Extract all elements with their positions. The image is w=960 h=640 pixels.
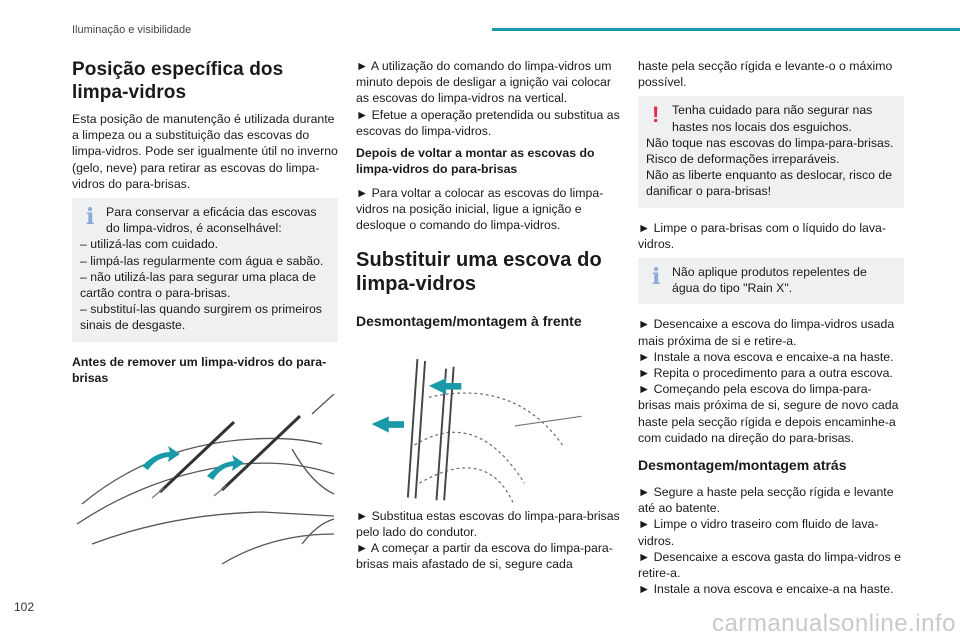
- info-note-rainx: [638, 258, 904, 304]
- warning-icon: !: [652, 102, 660, 128]
- subheading-before-removal: Antes de remover um limpa-vidros do para-brisas: [72, 354, 327, 385]
- heading-rear: Desmontagem/montagem atrás: [638, 457, 847, 474]
- list-item: – substituí-las quando surgirem os primeiros sinais de desgaste.: [80, 302, 322, 333]
- list-item: ► Efetue a operação pretendida ou substitua as escovas do limpa-vidros.: [356, 107, 620, 138]
- list-item: ► Substitua estas escovas do limpa-para-brisas pelo lado do condutor.: [356, 508, 620, 539]
- list-item: ► Desencaixe a escova do limpa-vidros usada mais próxima de si e retire-a.: [638, 317, 895, 348]
- warning-note-text: Tenha cuidado para não segurar nas hastes nos locais dos esguichos.: [672, 103, 873, 134]
- watermark: carmanualsonline.info: [712, 610, 956, 637]
- list-item: ► Começando pela escova do limpa-para-brisas mais próxima de si, segure de novo cada haste pela secção rígida e depois encaminhe-a com cuidado na direção do para-brisas.: [638, 382, 899, 445]
- list-item: ► Repita o procedimento para a outra escova.: [638, 366, 893, 381]
- page-number: 102: [14, 600, 35, 614]
- header-accent-bar: [492, 28, 960, 31]
- info-icon: i: [652, 264, 661, 291]
- wiper-lift-illustration: [356, 340, 622, 508]
- continued-text: haste pela secção rígida e levante-o o máximo possível.: [638, 59, 893, 90]
- info-note-text: Para conservar a eficácia das escovas do limpa-vidros, é aconselhável:: [106, 205, 317, 236]
- info-note: [72, 198, 338, 342]
- list-item: ► Desencaixe a escova gasta do limpa-vidros e retire-a.: [638, 549, 902, 581]
- list-item: ► Instale a nova escova e encaixe-a na haste.: [638, 349, 894, 364]
- warning-line: Não toque nas escovas do limpa-para-brisas.: [646, 135, 894, 150]
- heading-front: Desmontagem/montagem à frente: [356, 312, 582, 329]
- list-item: ► Limpe o para-brisas com o líquido do lava-vidros.: [638, 220, 886, 251]
- list-item: ► Limpe o vidro traseiro com fluido de lava-vidros.: [638, 517, 879, 548]
- list-item: ► Instale a nova escova e encaixe-a na haste.: [638, 582, 894, 597]
- warning-note: [638, 96, 904, 207]
- column-1: [72, 58, 338, 570]
- subheading-after-refit: Depois de voltar a montar as escovas do limpa-vidros do para-brisas: [356, 146, 595, 177]
- list-item: ► Segure a haste pela secção rígida e levante até ao batente.: [638, 485, 894, 516]
- warning-line: Risco de deformações irreparáveis.: [646, 152, 840, 167]
- intro-paragraph: Esta posição de manutenção é utilizada durante a limpeza ou a substituição das escovas do limpa-vidros. Pode ser igualmente útil no inverno (gelo, neve) para retirar as escovas do limpa-vidros do para-brisas.: [72, 112, 338, 191]
- column-3: [638, 58, 904, 597]
- windscreen-wipers-illustration: [72, 394, 338, 570]
- list-item: – não utilizá-las para segurar uma placa de cartão contra o para-brisas.: [80, 269, 316, 301]
- section-title: Iluminação e visibilidade: [72, 24, 192, 36]
- info-note-text: Não aplique produtos repelentes de água do tipo "Rain X".: [672, 265, 867, 296]
- list-item: – limpá-las regularmente com água e sabão.: [80, 253, 324, 268]
- title-replace-blade: Substituir uma escova do limpa-vidros: [356, 248, 602, 295]
- warning-line: Não as liberte enquanto as deslocar, risco de danificar o para-brisas!: [646, 168, 893, 199]
- list-item: ► A utilização do comando do limpa-vidros um minuto depois de desligar a ignição vai colocar as escovas do limpa-vidros na vertical.: [356, 59, 612, 106]
- list-item: ► Para voltar a colocar as escovas do limpa-vidros na posição inicial, ligue a ignição e desloque o comando do limpa-vidros.: [356, 186, 604, 233]
- title-wiper-position: Posição específica dos limpa-vidros: [72, 59, 284, 103]
- list-item: ► A começar a partir da escova do limpa-para-brisas mais afastado de si, segure cada: [356, 541, 613, 572]
- list-item: – utilizá-las com cuidado.: [80, 237, 219, 252]
- column-2: [356, 58, 622, 572]
- info-icon: i: [86, 204, 95, 231]
